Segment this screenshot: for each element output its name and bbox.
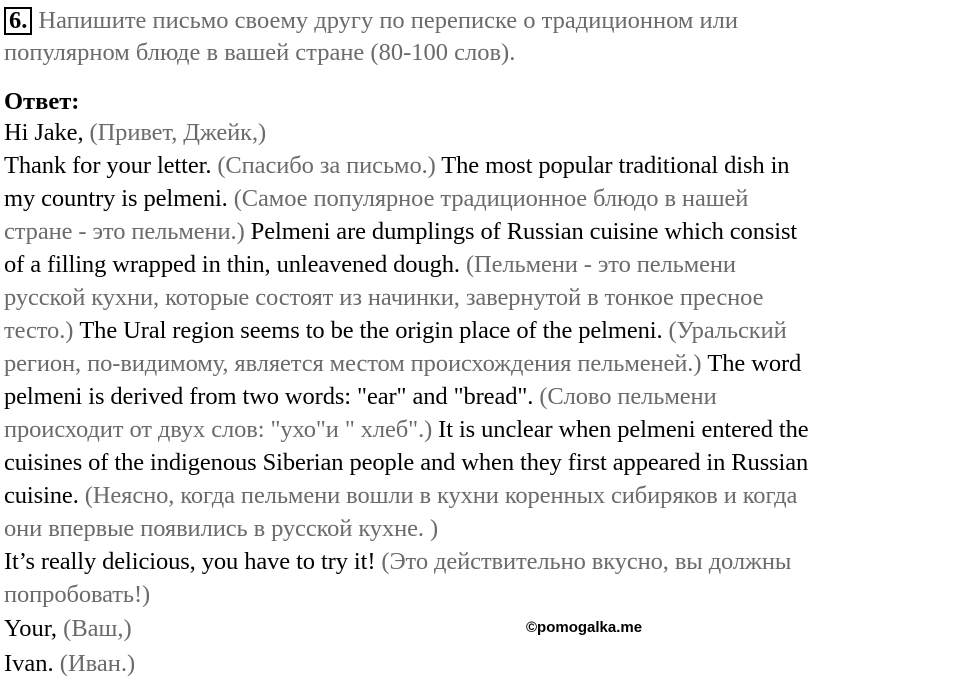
letter-line xyxy=(4,281,958,314)
task-statement xyxy=(4,5,954,69)
english-text: cuisine. xyxy=(4,482,85,509)
russian-translation: происходит от двух слов: "ухо"и " хлеб".) xyxy=(4,416,433,443)
letter-line xyxy=(4,413,958,446)
english-text: Thank for your letter. xyxy=(4,152,218,179)
letter-line xyxy=(4,248,958,281)
task-number: 6. xyxy=(4,7,32,35)
letter-line xyxy=(4,578,958,611)
signature-english: Ivan. xyxy=(4,650,60,677)
letter-body xyxy=(4,116,958,611)
russian-translation: русской кухни, которые состоят из начинки, завернутой в тонкое пресное xyxy=(4,284,764,311)
english-text: Hi Jake, xyxy=(4,119,90,146)
english-text: Pelmeni are dumplings of Russian cuisine which consist xyxy=(244,218,798,245)
english-text: of a filling wrapped in thin, unleavened dough. xyxy=(4,251,466,278)
letter-line xyxy=(4,545,958,578)
russian-translation: (Самое популярное традиционное блюдо в нашей xyxy=(233,185,749,212)
letter-line xyxy=(4,479,958,512)
signature-russian: (Иван.) xyxy=(59,650,136,677)
english-text: It’s really delicious, you have to try it! xyxy=(4,548,382,575)
letter-line xyxy=(4,512,958,545)
russian-translation: (Неясно, когда пельмени вошли в кухни коренных сибиряков и когда xyxy=(84,482,798,509)
russian-translation: стране - это пельмени.) xyxy=(4,218,245,245)
letter-line xyxy=(4,314,958,347)
task-text-line-1: Напишите письмо своему другу по переписке о традиционном или xyxy=(38,7,738,34)
english-text: The most popular traditional dish in xyxy=(435,152,790,179)
russian-translation: (Пельмени - это пельмени xyxy=(465,251,736,278)
english-text: The word xyxy=(701,350,802,377)
letter-line xyxy=(4,182,958,215)
russian-translation: регион, по-видимому, является местом происхождения пельменей.) xyxy=(4,350,702,377)
russian-translation: (Спасибо за письмо.) xyxy=(217,152,436,179)
task-text-line-2: популярном блюде в вашей стране (80-100 слов). xyxy=(4,39,516,66)
answer-label: Ответ: xyxy=(4,88,80,115)
russian-translation: (Привет, Джейк,) xyxy=(89,119,267,146)
letter-line xyxy=(4,347,958,380)
russian-translation: попробовать!) xyxy=(4,581,151,608)
english-text: The Ural region seems to be the origin place of the pelmeni. xyxy=(73,317,669,344)
russian-translation: (Это действительно вкусно, вы должны xyxy=(381,548,792,575)
closing-russian: (Ваш,) xyxy=(63,615,132,642)
signature-line xyxy=(4,648,135,680)
russian-translation: (Слово пельмени xyxy=(539,383,717,410)
watermark: ©pomogalka.me xyxy=(526,619,643,636)
letter-line xyxy=(4,215,958,248)
english-text: It is unclear when pelmeni entered the xyxy=(432,416,809,443)
letter-line xyxy=(4,380,958,413)
english-text: pelmeni is derived from two words: "ear" and "bread". xyxy=(4,383,540,410)
russian-translation: тесто.) xyxy=(4,317,74,344)
english-text: my country is pelmeni. xyxy=(4,185,234,212)
english-text: cuisines of the indigenous Siberian people and when they first appeared in Russian xyxy=(4,449,809,476)
closing-line xyxy=(4,613,132,645)
russian-translation: они впервые появились в русской кухне. ) xyxy=(4,515,438,542)
letter-line xyxy=(4,446,958,479)
closing-english: Your, xyxy=(4,615,64,642)
letter-line xyxy=(4,116,958,149)
russian-translation: (Уральский xyxy=(668,317,787,344)
letter-line xyxy=(4,149,958,182)
